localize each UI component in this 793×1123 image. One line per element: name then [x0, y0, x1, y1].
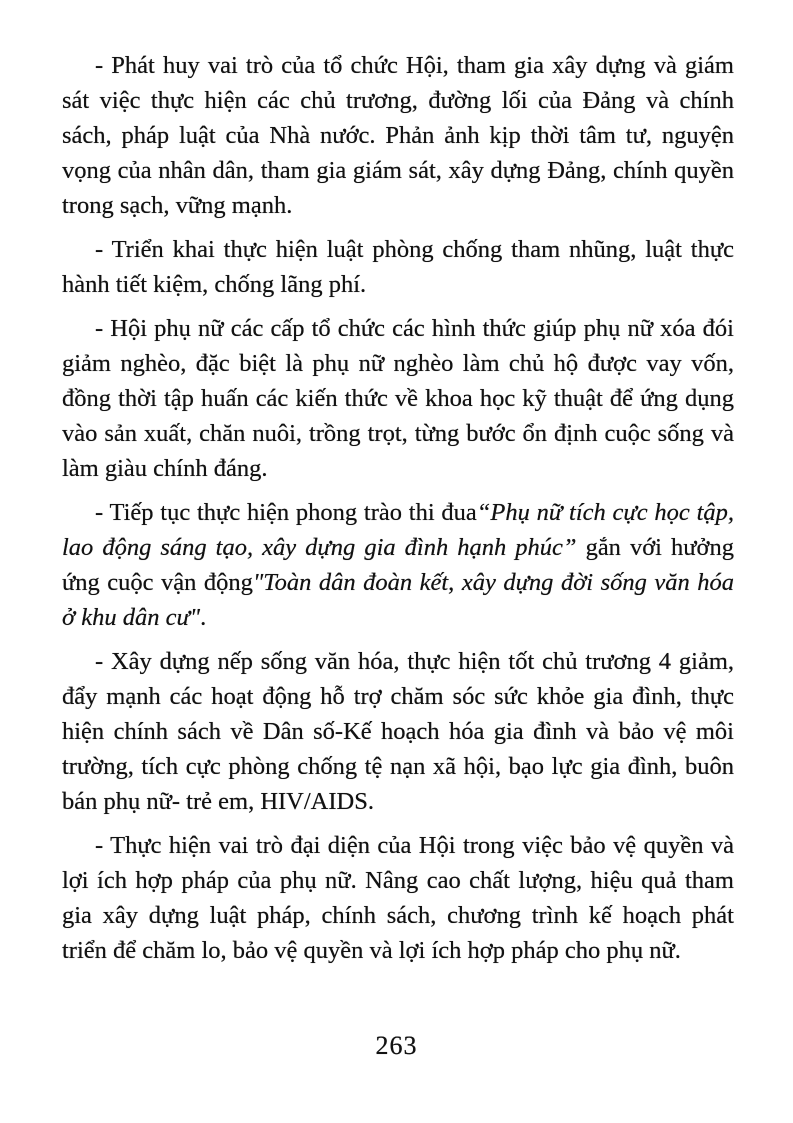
text-run: - Xây dựng nếp sống văn hóa, thực hiện tốt chủ trương 4 giảm, đẩy mạnh các hoạt động hỗ trợ chăm sóc sức khỏe gia đình, thực hiện chính sách về Dân số-Kế hoạch hóa gia đình và bảo vệ môi trường, tích cực phòng chống tệ nạn xã hội, bạo lực gia đình, buôn bán phụ nữ- trẻ em, HIV/AIDS.: [62, 648, 734, 815]
italic-text-run: "Toàn dân đoàn kết, xây dựng đời sống văn hóa ở khu dân cư": [62, 569, 735, 631]
text-run: - Triển khai thực hiện luật phòng chống tham nhũng, luật thực hành tiết kiệm, chống lãng phí.: [62, 236, 734, 298]
page-text: [62, 48, 734, 977]
text-run: - Phát huy vai trò của tổ chức Hội, tham gia xây dựng và giám sát việc thực hiện các chủ trương, đường lối của Đảng và chính sách, pháp luật của Nhà nước. Phản ảnh kịp thời tâm tư, nguyện vọng của nhân dân, tham gia giám sát, xây dựng Đảng, chính quyền trong sạch, vững mạnh.: [62, 52, 734, 219]
text-run: .: [200, 604, 207, 631]
italic-text-run: “Phụ nữ tích cực học tập, lao động sáng tạo, xây dựng gia đình hạnh phúc”: [62, 499, 734, 561]
text-run: gắn với hưởng ứng cuộc vận động: [62, 534, 734, 596]
paragraph: [62, 495, 734, 635]
page-number: 263: [375, 1031, 418, 1060]
text-run: - Tiếp tục thực hiện phong trào thi đua: [95, 499, 477, 526]
paragraph: [62, 48, 734, 223]
text-run: - Hội phụ nữ các cấp tổ chức các hình thức giúp phụ nữ xóa đói giảm nghèo, đặc biệt là phụ nữ nghèo làm chủ hộ được vay vốn, đồng thời tập huấn các kiến thức về khoa học kỹ thuật để ứng dụng vào sản xuất, chăn nuôi, trồng trọt, từng bước ổn định cuộc sống và làm giàu chính đáng.: [62, 315, 734, 482]
paragraph: [62, 828, 734, 968]
text-run: - Thực hiện vai trò đại diện của Hội trong việc bảo vệ quyền và lợi ích hợp pháp của phụ nữ. Nâng cao chất lượng, hiệu quả tham gia xây dựng luật pháp, chính sách, chương trình kế hoạch phát triển để chăm lo, bảo vệ quyền và lợi ích hợp pháp cho phụ nữ.: [62, 832, 734, 964]
paragraph: [62, 232, 734, 302]
paragraph: [62, 311, 734, 486]
paragraph: [62, 644, 734, 819]
